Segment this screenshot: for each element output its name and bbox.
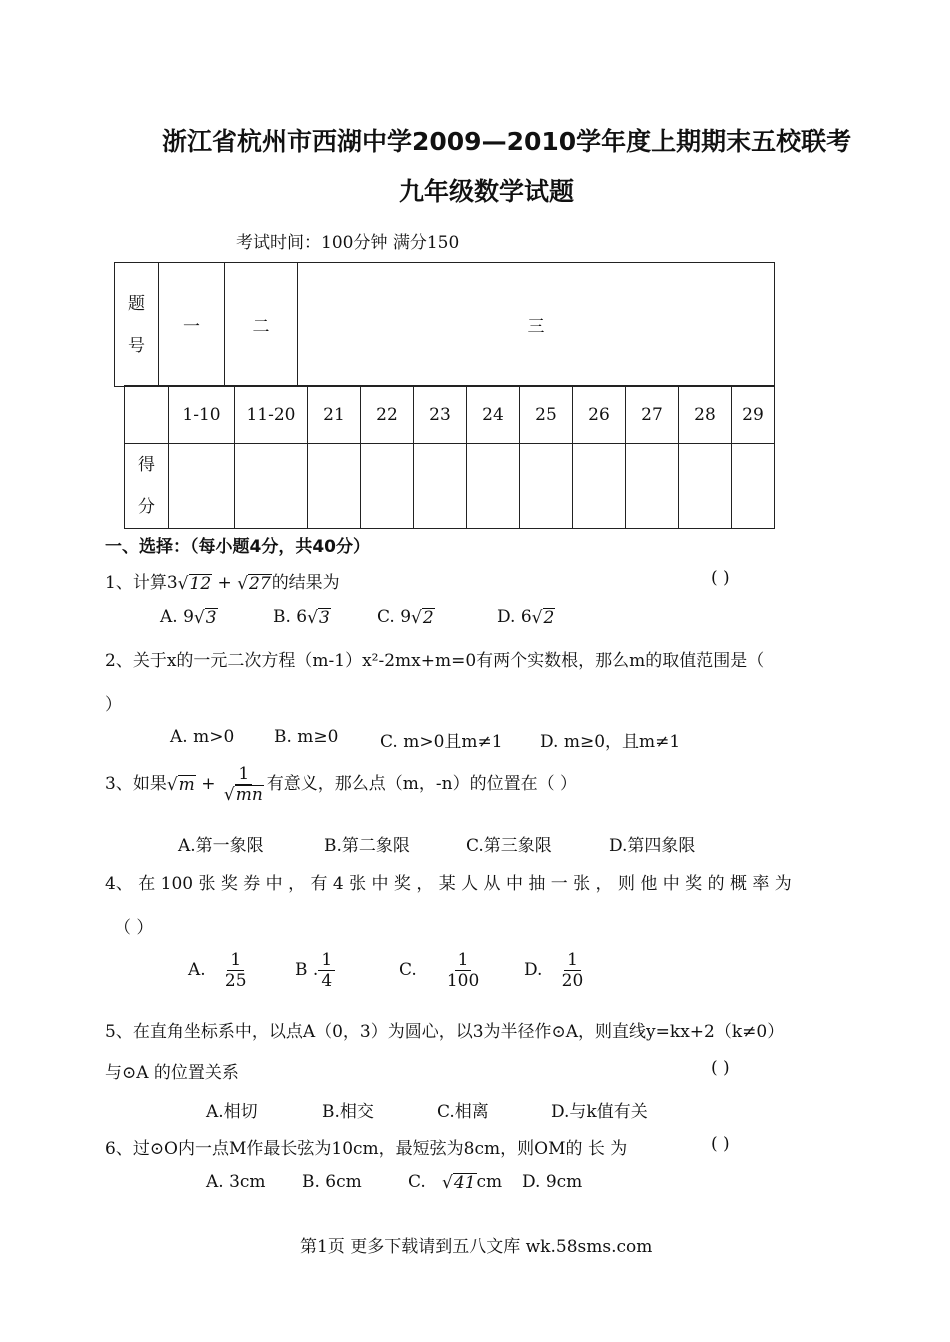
question-5-line-2: 与⊙A 的位置关系 [105, 1063, 239, 1083]
q5-option-a: A.相切 [206, 1102, 258, 1122]
q4-option-d: D. $\frac{1}{20}$ [524, 950, 584, 991]
q5-option-c: C.相离 [437, 1102, 489, 1122]
answer-paren: ( ) [711, 1058, 730, 1078]
score-cell[interactable] [169, 444, 235, 529]
q2-option-c: C. m>0且m≠1 [380, 732, 503, 752]
score-cell[interactable] [361, 444, 414, 529]
score-table-body [124, 385, 775, 529]
q3-option-b: B.第二象限 [324, 836, 410, 856]
question-2-line-1: 2、关于x的一元二次方程（m-1）x²-2mx+m=0有两个实数根，那么m的取值范围是（ [105, 651, 765, 671]
score-cell[interactable] [467, 444, 520, 529]
label-question-number: 题 号 [115, 263, 159, 387]
part-one-header: 一 [159, 263, 225, 387]
answer-paren: ( ) [711, 568, 730, 588]
question-1: 1、计算3√12 + √27的结果为 [105, 573, 340, 594]
label-score: 得 分 [125, 444, 169, 529]
score-cell[interactable] [679, 444, 732, 529]
q4-option-a: A. $\frac{1}{25}$ [188, 950, 247, 991]
section-one-title: 一、选择：（每小题4分，共40分） [105, 537, 370, 557]
q5-option-b: B.相交 [322, 1102, 374, 1122]
question-2-line-2: ） [105, 695, 122, 715]
q6-option-b: B. 6cm [302, 1172, 362, 1192]
q2-option-b: B. m≥0 [274, 727, 339, 747]
question-4-line-1: 4、 在 100 张 奖 券 中 ， 有 4 张 中 奖 ， 某 人 从 中 抽 一 张 ， 则 他 中 奖 的 概 率 为 [105, 874, 792, 894]
question-4-line-2: （ ） [114, 918, 154, 938]
score-cell[interactable] [235, 444, 308, 529]
q6-option-d: D. 9cm [522, 1172, 583, 1192]
sqrt-symbol: √m [166, 774, 195, 795]
page-footer: 第1页 更多下载请到五八文库 wk.58sms.com [300, 1237, 653, 1257]
score-row [125, 444, 775, 529]
score-cell[interactable] [732, 444, 775, 529]
q1-option-b: B. 6√3 [273, 607, 330, 628]
title-line-1: 浙江省杭州市西湖中学2009—2010学年度上期期末五校联考 [162, 127, 852, 156]
q4-option-c: C. $\frac{1}{100}$ [399, 950, 480, 991]
score-cell[interactable] [626, 444, 679, 529]
title-line-2: 九年级数学试题 [399, 177, 575, 206]
question-3: 3、如果√m + $\frac{1}{√mn}$ 有意义，那么点（m，-n）的位置在（ ） [105, 764, 577, 805]
q3-option-d: D.第四象限 [609, 836, 696, 856]
q1-option-c: C. 9√2 [377, 607, 434, 628]
question-6: 6、过⊙O内一点M作最长弦为10cm，最短弦为8cm，则OM的 长 为 [105, 1139, 628, 1159]
q3-option-c: C.第三象限 [466, 836, 552, 856]
score-cell[interactable] [520, 444, 573, 529]
q4-option-b: B . $\frac{1}{4}$ [295, 950, 335, 991]
q5-option-d: D.与k值有关 [551, 1102, 648, 1122]
q3-option-a: A.第一象限 [178, 836, 264, 856]
question-5-line-1: 5、在直角坐标系中，以点A（0，3）为圆心，以3为半径作⊙A，则直线y=kx+2（k≠0） [105, 1022, 785, 1042]
q2-option-d: D. m≥0，且m≠1 [540, 732, 681, 752]
answer-paren: ( ) [711, 1134, 730, 1154]
score-cell[interactable] [308, 444, 361, 529]
part-two-header: 二 [225, 263, 298, 387]
q6-option-c: C. √41cm [408, 1172, 503, 1193]
sqrt-symbol: √27 [237, 573, 271, 594]
q1-option-a: A. 9√3 [160, 607, 217, 628]
score-table-header [114, 262, 775, 387]
fraction: $\frac{1}{√mn}$ [223, 764, 263, 805]
q1-option-d: D. 6√2 [497, 607, 555, 628]
exam-info: 考试时间：100分钟 满分150 [236, 233, 460, 253]
part-three-header: 三 [298, 263, 775, 387]
score-cell[interactable] [573, 444, 626, 529]
question-number-row: 1-10 11-20 21 22 23 24 25 26 27 28 29 [125, 386, 775, 444]
q2-option-a: A. m>0 [170, 727, 235, 747]
sqrt-symbol: √12 [177, 573, 212, 594]
score-cell[interactable] [414, 444, 467, 529]
q6-option-a: A. 3cm [206, 1172, 266, 1192]
